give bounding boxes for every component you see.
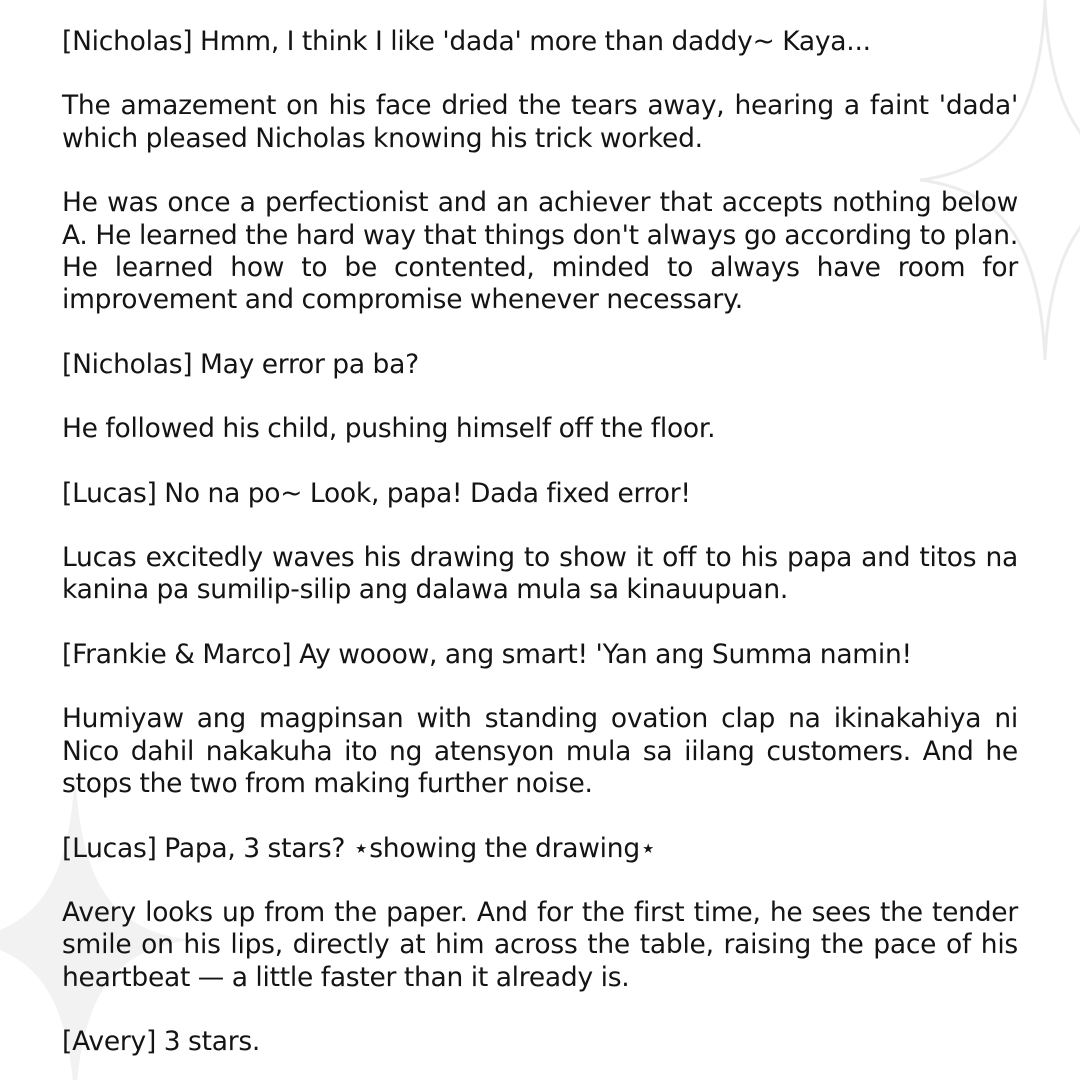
paragraph: [Frankie & Marco] Ay wooow, ang smart! 'Yan ang Summa namin! (62, 638, 912, 670)
paragraph: Lucas excitedly waves his drawing to show it off to his papa and titos na kanina pa sumilip-silip ang dalawa mula sa kinauupuan. (62, 542, 1018, 606)
paragraph: [Lucas] No na po~ Look, papa! Dada fixed error! (62, 477, 691, 509)
paragraph: Humiyaw ang magpinsan with standing ovation clap na ikinakahiya ni Nico dahil nakakuha ito ng atensyon mula sa iilang customers. And he stops the two from making further noise. (62, 703, 1018, 800)
paragraph: Avery looks up from the paper. And for the first time, he sees the tender smile on his lips, directly at him across the table, raising the pace of his heartbeat — a little faster than it already is. (62, 896, 1018, 993)
paragraph: He followed his child, pushing himself off the floor. (62, 413, 716, 445)
paragraph: [Nicholas] May error pa ba? (62, 348, 419, 380)
paragraph: The amazement on his face dried the tears away, hearing a faint 'dada' which pleased Nicholas knowing his trick worked. (62, 90, 1018, 154)
paragraph: [Avery] 3 stars. (62, 1026, 261, 1058)
paragraph: [Nicholas] Hmm, I think I like 'dada' more than daddy~ Kaya... (62, 26, 871, 57)
story-text (62, 26, 1018, 1059)
paragraph: [Lucas] Papa, 3 stars? ⋆showing the drawing⋆ (62, 832, 657, 864)
paragraph: He was once a perfectionist and an achiever that accepts nothing below A. He learned the hard way that things don't always go according to plan. He learned how to be contented, minded to always have room for improvement and compromise whenever necessary. (62, 187, 1018, 316)
